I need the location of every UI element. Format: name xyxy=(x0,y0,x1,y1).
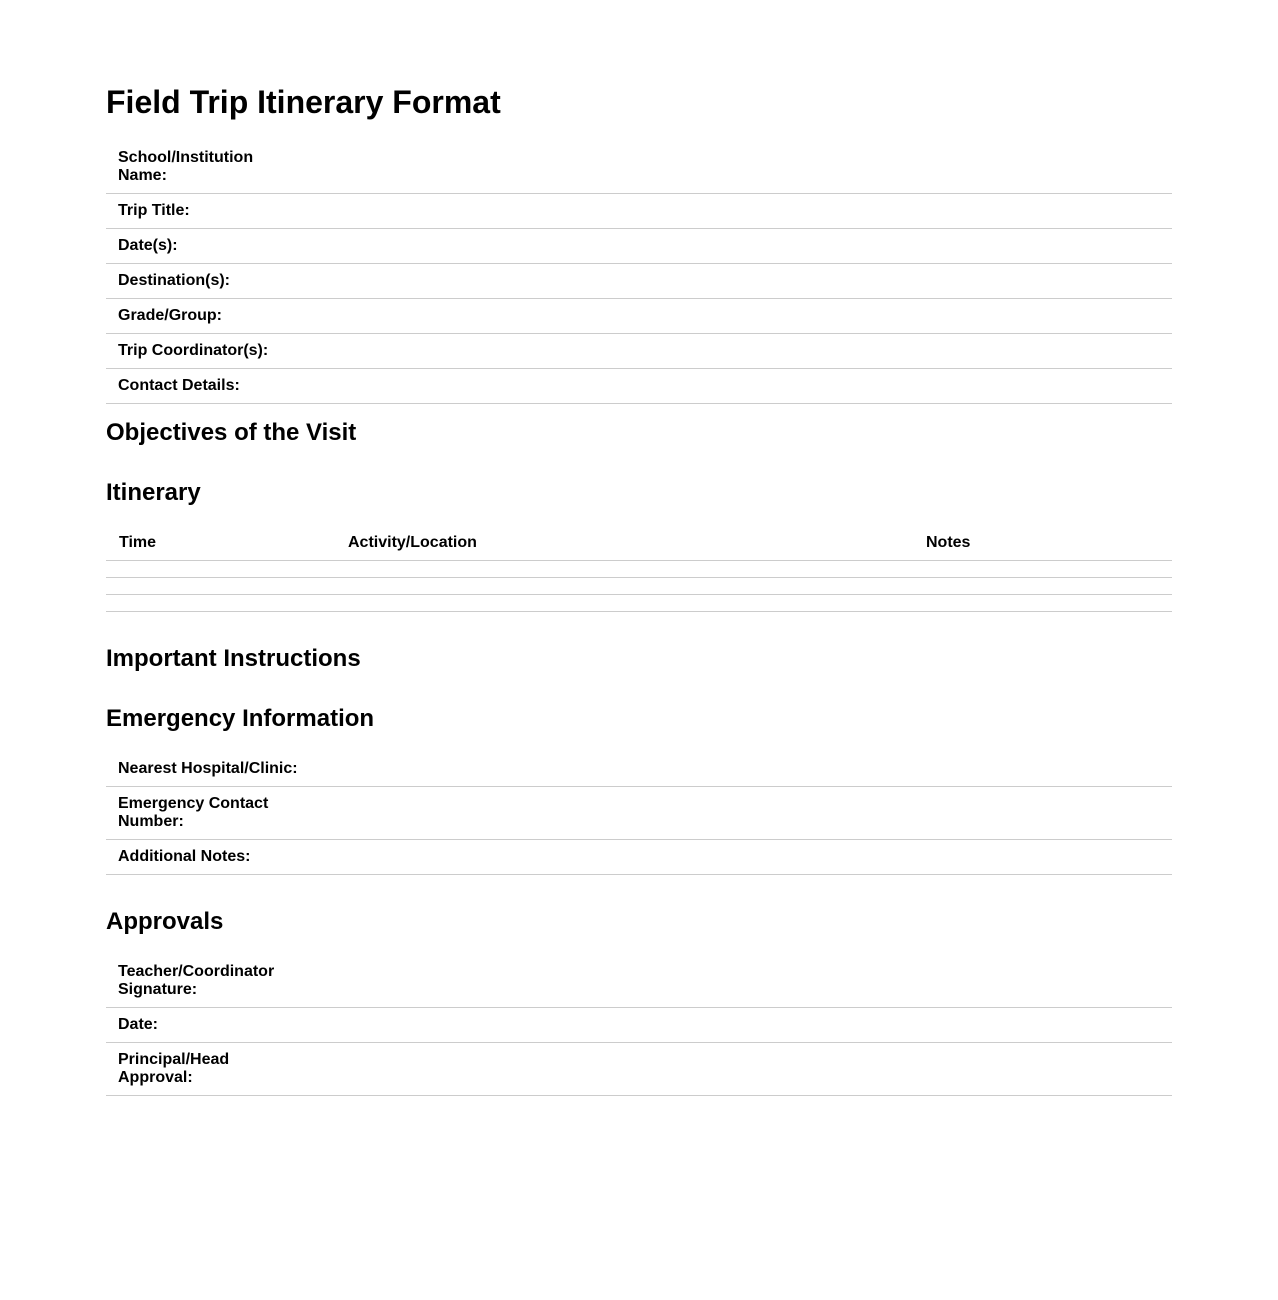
principal-approval-field[interactable] xyxy=(318,1043,1172,1096)
table-row xyxy=(106,1043,1172,1096)
school-name-field[interactable] xyxy=(306,141,1172,194)
additional-notes-label: Additional Notes: xyxy=(106,840,318,875)
itinerary-table xyxy=(106,526,1172,612)
contact-details-label: Contact Details: xyxy=(106,369,306,404)
instructions-heading: Important Instructions xyxy=(106,645,361,672)
time-cell[interactable] xyxy=(106,595,335,612)
table-row xyxy=(106,194,1172,229)
grade-group-label: Grade/Group: xyxy=(106,299,306,334)
table-row xyxy=(106,561,1172,578)
grade-group-field[interactable] xyxy=(306,299,1172,334)
time-cell[interactable] xyxy=(106,578,335,595)
table-row xyxy=(106,369,1172,404)
itinerary-heading: Itinerary xyxy=(106,479,201,506)
trip-title-field[interactable] xyxy=(306,194,1172,229)
nearest-hospital-field[interactable] xyxy=(318,752,1172,787)
principal-approval-label: Principal/Head Approval: xyxy=(106,1043,318,1096)
table-row xyxy=(106,752,1172,787)
dates-field[interactable] xyxy=(306,229,1172,264)
activity-cell[interactable] xyxy=(335,595,913,612)
notes-cell[interactable] xyxy=(913,595,1172,612)
notes-cell[interactable] xyxy=(913,578,1172,595)
destinations-field[interactable] xyxy=(306,264,1172,299)
page-title: Field Trip Itinerary Format xyxy=(106,84,501,120)
destinations-label: Destination(s): xyxy=(106,264,306,299)
trip-coordinators-label: Trip Coordinator(s): xyxy=(106,334,306,369)
table-row xyxy=(106,595,1172,612)
table-row xyxy=(106,787,1172,840)
activity-cell[interactable] xyxy=(335,561,913,578)
teacher-signature-field[interactable] xyxy=(318,955,1172,1008)
table-row xyxy=(106,299,1172,334)
approval-date-field[interactable] xyxy=(318,1008,1172,1043)
table-row xyxy=(106,229,1172,264)
table-row xyxy=(106,578,1172,595)
time-cell[interactable] xyxy=(106,561,335,578)
school-name-label: School/Institution Name: xyxy=(106,141,306,194)
emergency-table xyxy=(106,752,1172,875)
dates-label: Date(s): xyxy=(106,229,306,264)
column-header-time: Time xyxy=(106,526,335,561)
approvals-table xyxy=(106,955,1172,1096)
nearest-hospital-label: Nearest Hospital/Clinic: xyxy=(106,752,318,787)
approval-date-label: Date: xyxy=(106,1008,318,1043)
trip-details-table xyxy=(106,141,1172,404)
table-row xyxy=(106,840,1172,875)
trip-title-label: Trip Title: xyxy=(106,194,306,229)
emergency-heading: Emergency Information xyxy=(106,705,375,732)
table-row xyxy=(106,955,1172,1008)
approvals-heading: Approvals xyxy=(106,908,224,935)
table-row xyxy=(106,141,1172,194)
table-row xyxy=(106,334,1172,369)
emergency-contact-label: Emergency Contact Number: xyxy=(106,787,318,840)
notes-cell[interactable] xyxy=(913,561,1172,578)
additional-notes-field[interactable] xyxy=(318,840,1172,875)
column-header-notes: Notes xyxy=(913,526,1172,561)
activity-cell[interactable] xyxy=(335,578,913,595)
column-header-activity: Activity/Location xyxy=(335,526,913,561)
trip-coordinators-field[interactable] xyxy=(306,334,1172,369)
emergency-contact-field[interactable] xyxy=(318,787,1172,840)
contact-details-field[interactable] xyxy=(306,369,1172,404)
objectives-heading: Objectives of the Visit xyxy=(106,419,357,446)
table-row xyxy=(106,264,1172,299)
table-header-row xyxy=(106,526,1172,561)
teacher-signature-label: Teacher/Coordinator Signature: xyxy=(106,955,318,1008)
table-row xyxy=(106,1008,1172,1043)
